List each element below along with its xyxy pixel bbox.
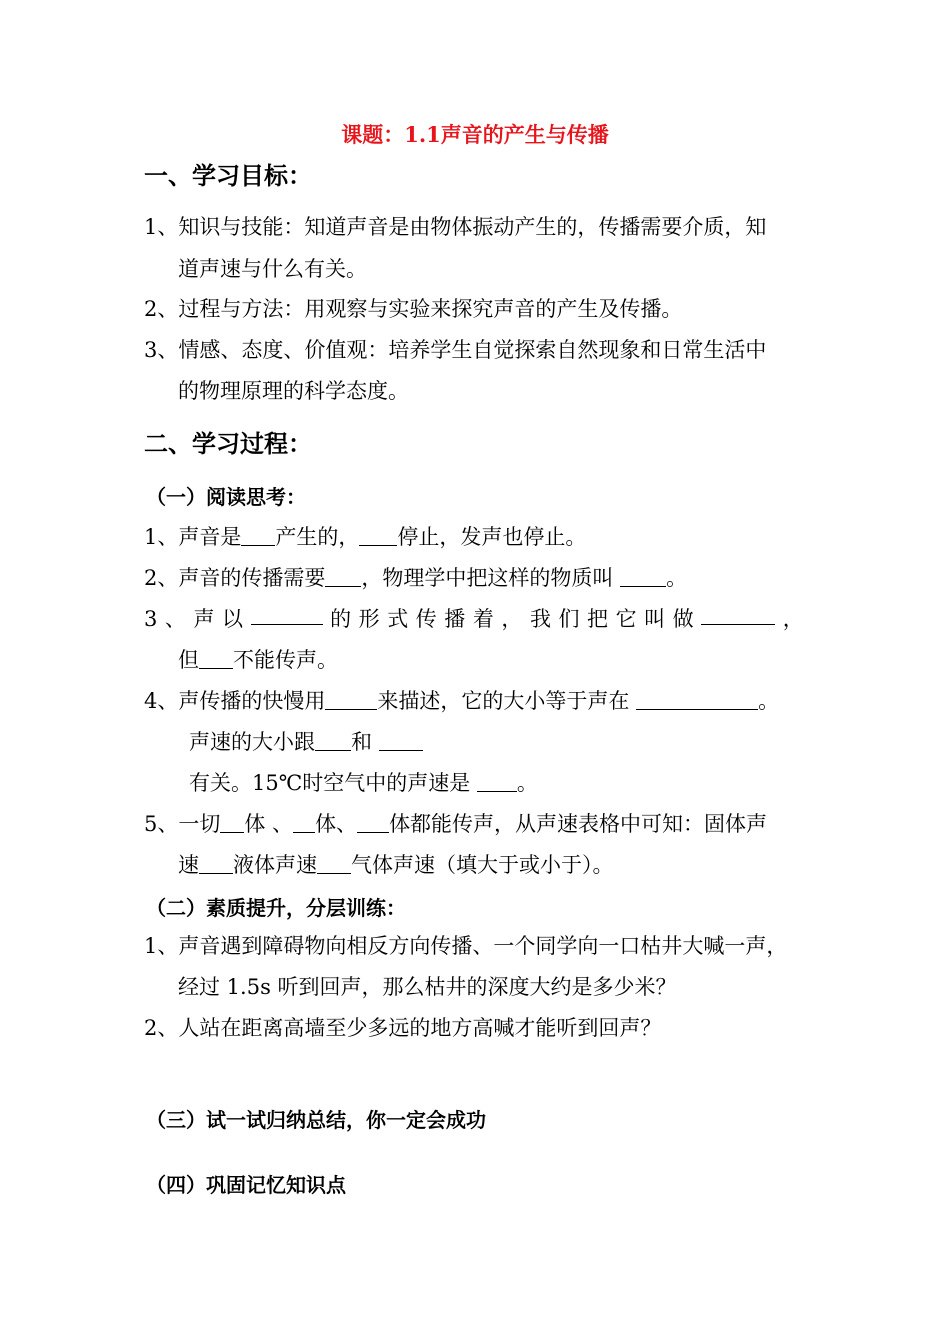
answer-blank[interactable]	[325, 566, 361, 587]
question-text: 来描述，它的大小等于声在	[377, 689, 630, 713]
subsection-heading-reading: （一）阅读思考：	[146, 485, 306, 509]
answer-blank[interactable]	[317, 853, 351, 874]
training-item: 2、人站在距离高墙至少多远的地方高喊才能听到回声？	[144, 1016, 662, 1040]
question-text: 不能传声。	[233, 648, 338, 672]
answer-blank[interactable]	[357, 812, 389, 833]
question-text: 我	[529, 607, 551, 631]
objective-item-cont: 道声速与什么有关。	[178, 257, 367, 281]
question-text: 5、一切	[144, 812, 221, 836]
training-item: 1、声音遇到障碍物向相反方向传播、一个同学向一口枯井大喊一声，	[144, 934, 788, 958]
question-text: 、	[164, 607, 186, 631]
question-text: 播	[444, 607, 466, 631]
question-text: 液体声速	[233, 853, 317, 877]
question-text: 但	[178, 648, 199, 672]
question-2	[144, 563, 687, 593]
question-4-cont	[189, 727, 423, 757]
answer-blank[interactable]	[379, 730, 423, 751]
objective-item: 2、过程与方法：用观察与实验来探究声音的产生及传播。	[144, 297, 683, 321]
question-text: 的	[330, 607, 352, 631]
question-text: 有关。15℃时空气中的声速是	[189, 771, 471, 795]
question-1	[144, 522, 586, 552]
answer-blank[interactable]	[315, 730, 351, 751]
objective-item-cont: 的物理原理的科学态度。	[178, 379, 409, 403]
question-text: 声	[193, 607, 215, 631]
question-text: 着	[472, 607, 494, 631]
question-text: 气体声速（填大于或小于）。	[351, 853, 614, 877]
question-text: 形	[358, 607, 380, 631]
answer-blank[interactable]	[199, 853, 233, 874]
question-3-cont	[178, 645, 338, 675]
question-text: 停止，发声也停止。	[397, 525, 587, 549]
question-text: 。	[666, 566, 688, 590]
answer-blank[interactable]	[241, 525, 275, 546]
question-text: 体 、	[244, 812, 294, 836]
objective-item: 1、知识与技能：知道声音是由物体振动产生的，传播需要介质，知	[144, 215, 767, 239]
question-text: 产生的，	[275, 525, 360, 549]
document-title: 课题：1.1声音的产生与传播	[341, 122, 609, 147]
section-heading-objectives: 一、学习目标：	[144, 161, 312, 190]
question-4	[144, 686, 779, 716]
question-text: 1、声音是	[144, 525, 242, 549]
answer-blank[interactable]	[477, 771, 517, 792]
answer-blank[interactable]	[199, 648, 233, 669]
answer-blank[interactable]	[251, 604, 323, 625]
answer-blank[interactable]	[293, 812, 315, 833]
section-heading-process: 二、学习过程：	[144, 429, 312, 458]
question-5-cont	[178, 850, 614, 880]
question-text: ，	[782, 607, 804, 631]
answer-blank[interactable]	[220, 812, 244, 833]
answer-blank[interactable]	[636, 689, 758, 710]
answer-blank[interactable]	[325, 689, 377, 710]
question-text: 传	[415, 607, 437, 631]
question-text: 体都能传声，从声速表格中可知：固体声	[389, 812, 768, 836]
question-text: 速	[178, 853, 199, 877]
question-text: 式	[387, 607, 409, 631]
subsection-heading-training: （二）素质提升，分层训练：	[146, 896, 406, 920]
question-text: ，	[501, 607, 523, 631]
question-text: 4、声传播的快慢用	[144, 689, 326, 713]
answer-blank[interactable]	[359, 525, 397, 546]
question-text: 3	[144, 607, 158, 631]
subsection-heading-summary: （三）试一试归纳总结，你一定会成功	[146, 1108, 486, 1132]
answer-blank[interactable]	[701, 604, 775, 625]
question-5	[144, 809, 767, 839]
question-text: 和	[351, 730, 372, 754]
question-text: 。	[758, 689, 780, 713]
question-text: 声速的大小跟	[189, 730, 315, 754]
question-text: 叫	[644, 607, 666, 631]
question-3	[144, 604, 804, 634]
answer-blank[interactable]	[620, 566, 666, 587]
question-text: 做	[672, 607, 694, 631]
objective-item: 3、情感、态度、价值观：培养学生自觉探索自然现象和日常生活中	[144, 338, 767, 362]
question-text: 以	[222, 607, 244, 631]
question-text: 体、	[315, 812, 358, 836]
question-text: 把	[587, 607, 609, 631]
subsection-heading-review: （四）巩固记忆知识点	[146, 1173, 346, 1197]
question-4-cont	[189, 768, 538, 798]
question-text: 们	[558, 607, 580, 631]
question-text: 它	[615, 607, 637, 631]
training-item-cont: 经过 1.5s 听到回声，那么枯井的深度大约是多少米？	[178, 975, 677, 999]
question-text: ，物理学中把这样的物质叫	[361, 566, 614, 590]
question-text: 。	[516, 771, 538, 795]
question-text: 2、声音的传播需要	[144, 566, 326, 590]
